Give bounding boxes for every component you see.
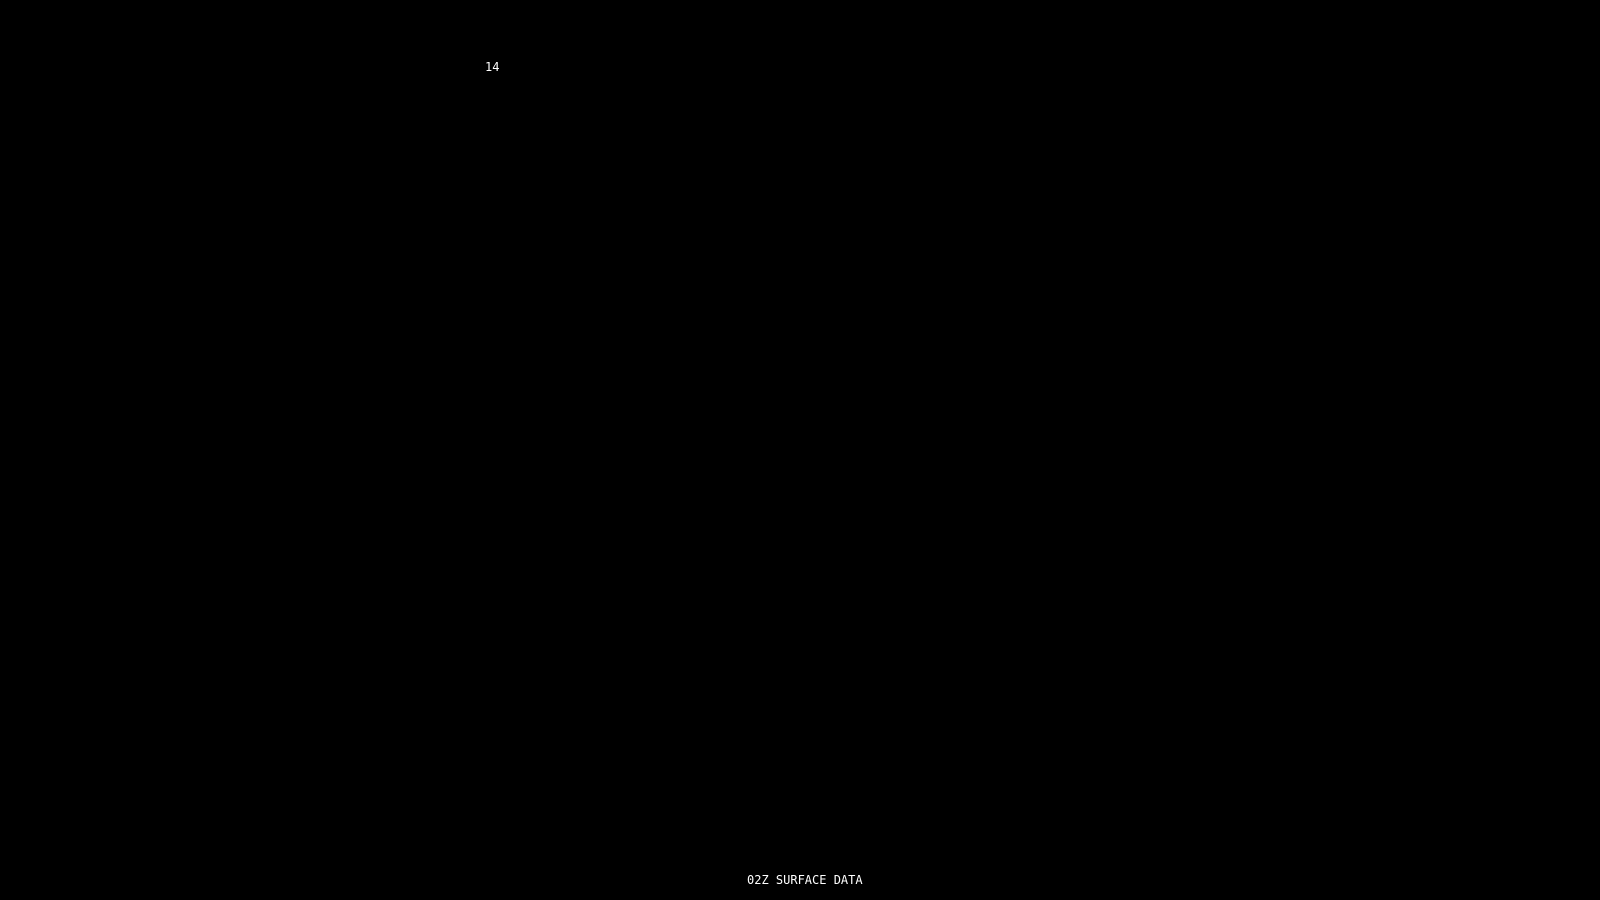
station-value: 14 [485,60,500,74]
plot-title: 02Z SURFACE DATA [747,873,863,887]
